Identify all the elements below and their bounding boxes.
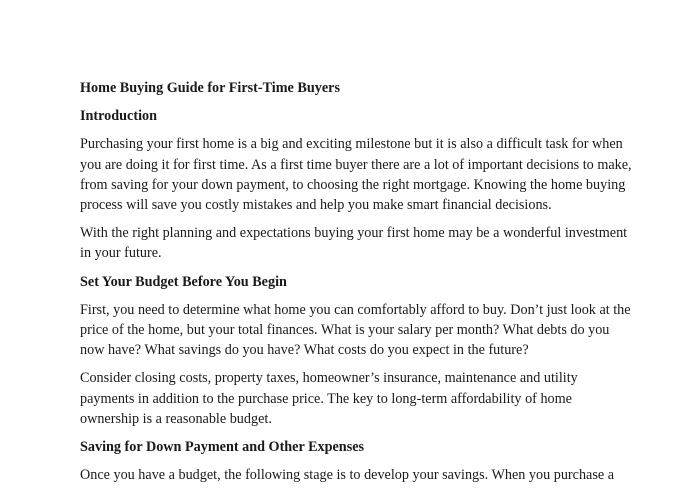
section-heading-introduction: Introduction bbox=[80, 108, 157, 125]
text-line: Once you have a budget, the following stage is to develop your savings. When you purchase a bbox=[80, 467, 614, 484]
text-line: now have? What savings do you have? What costs do you expect in the future? bbox=[80, 342, 529, 359]
document-title: Home Buying Guide for First-Time Buyers bbox=[80, 80, 340, 96]
text-line: from saving for your down payment, to choosing the right mortgage. Knowing the home buying bbox=[80, 176, 626, 193]
paragraph-intro-1 bbox=[80, 134, 632, 215]
text-line: First, you need to determine what home you can comfortably afford to buy. Don’t just look at the bbox=[80, 301, 631, 318]
section-heading-saving: Saving for Down Payment and Other Expenses bbox=[80, 439, 365, 456]
document-page bbox=[80, 78, 632, 493]
paragraph-intro-2 bbox=[80, 223, 628, 263]
text-line: Purchasing your first home is a big and exciting milestone but it is also a difficult task for when bbox=[80, 136, 623, 153]
paragraph-budget-1 bbox=[80, 300, 631, 361]
text-line: in your future. bbox=[80, 245, 162, 262]
text-line: ownership is a reasonable budget. bbox=[80, 410, 272, 427]
text-line: price of the home, but your total finances. What is your salary per month? What debts do you bbox=[80, 322, 610, 339]
text-line: With the right planning and expectations buying your first home may be a wonderful investment bbox=[80, 225, 628, 242]
text-line: process will save you costly mistakes and help you make smart financial decisions. bbox=[80, 197, 552, 214]
text-line: payments in addition to the purchase price. The key to long-term affordability of home bbox=[80, 390, 572, 407]
paragraph-saving-1 bbox=[80, 465, 614, 485]
text-line: you are doing it for first time. As a first time buyer there are a lot of important decisions to make, bbox=[80, 156, 632, 173]
text-line: Consider closing costs, property taxes, homeowner’s insurance, maintenance and utility bbox=[80, 370, 578, 387]
section-heading-budget: Set Your Budget Before You Begin bbox=[80, 273, 287, 290]
paragraph-budget-2 bbox=[80, 368, 610, 429]
